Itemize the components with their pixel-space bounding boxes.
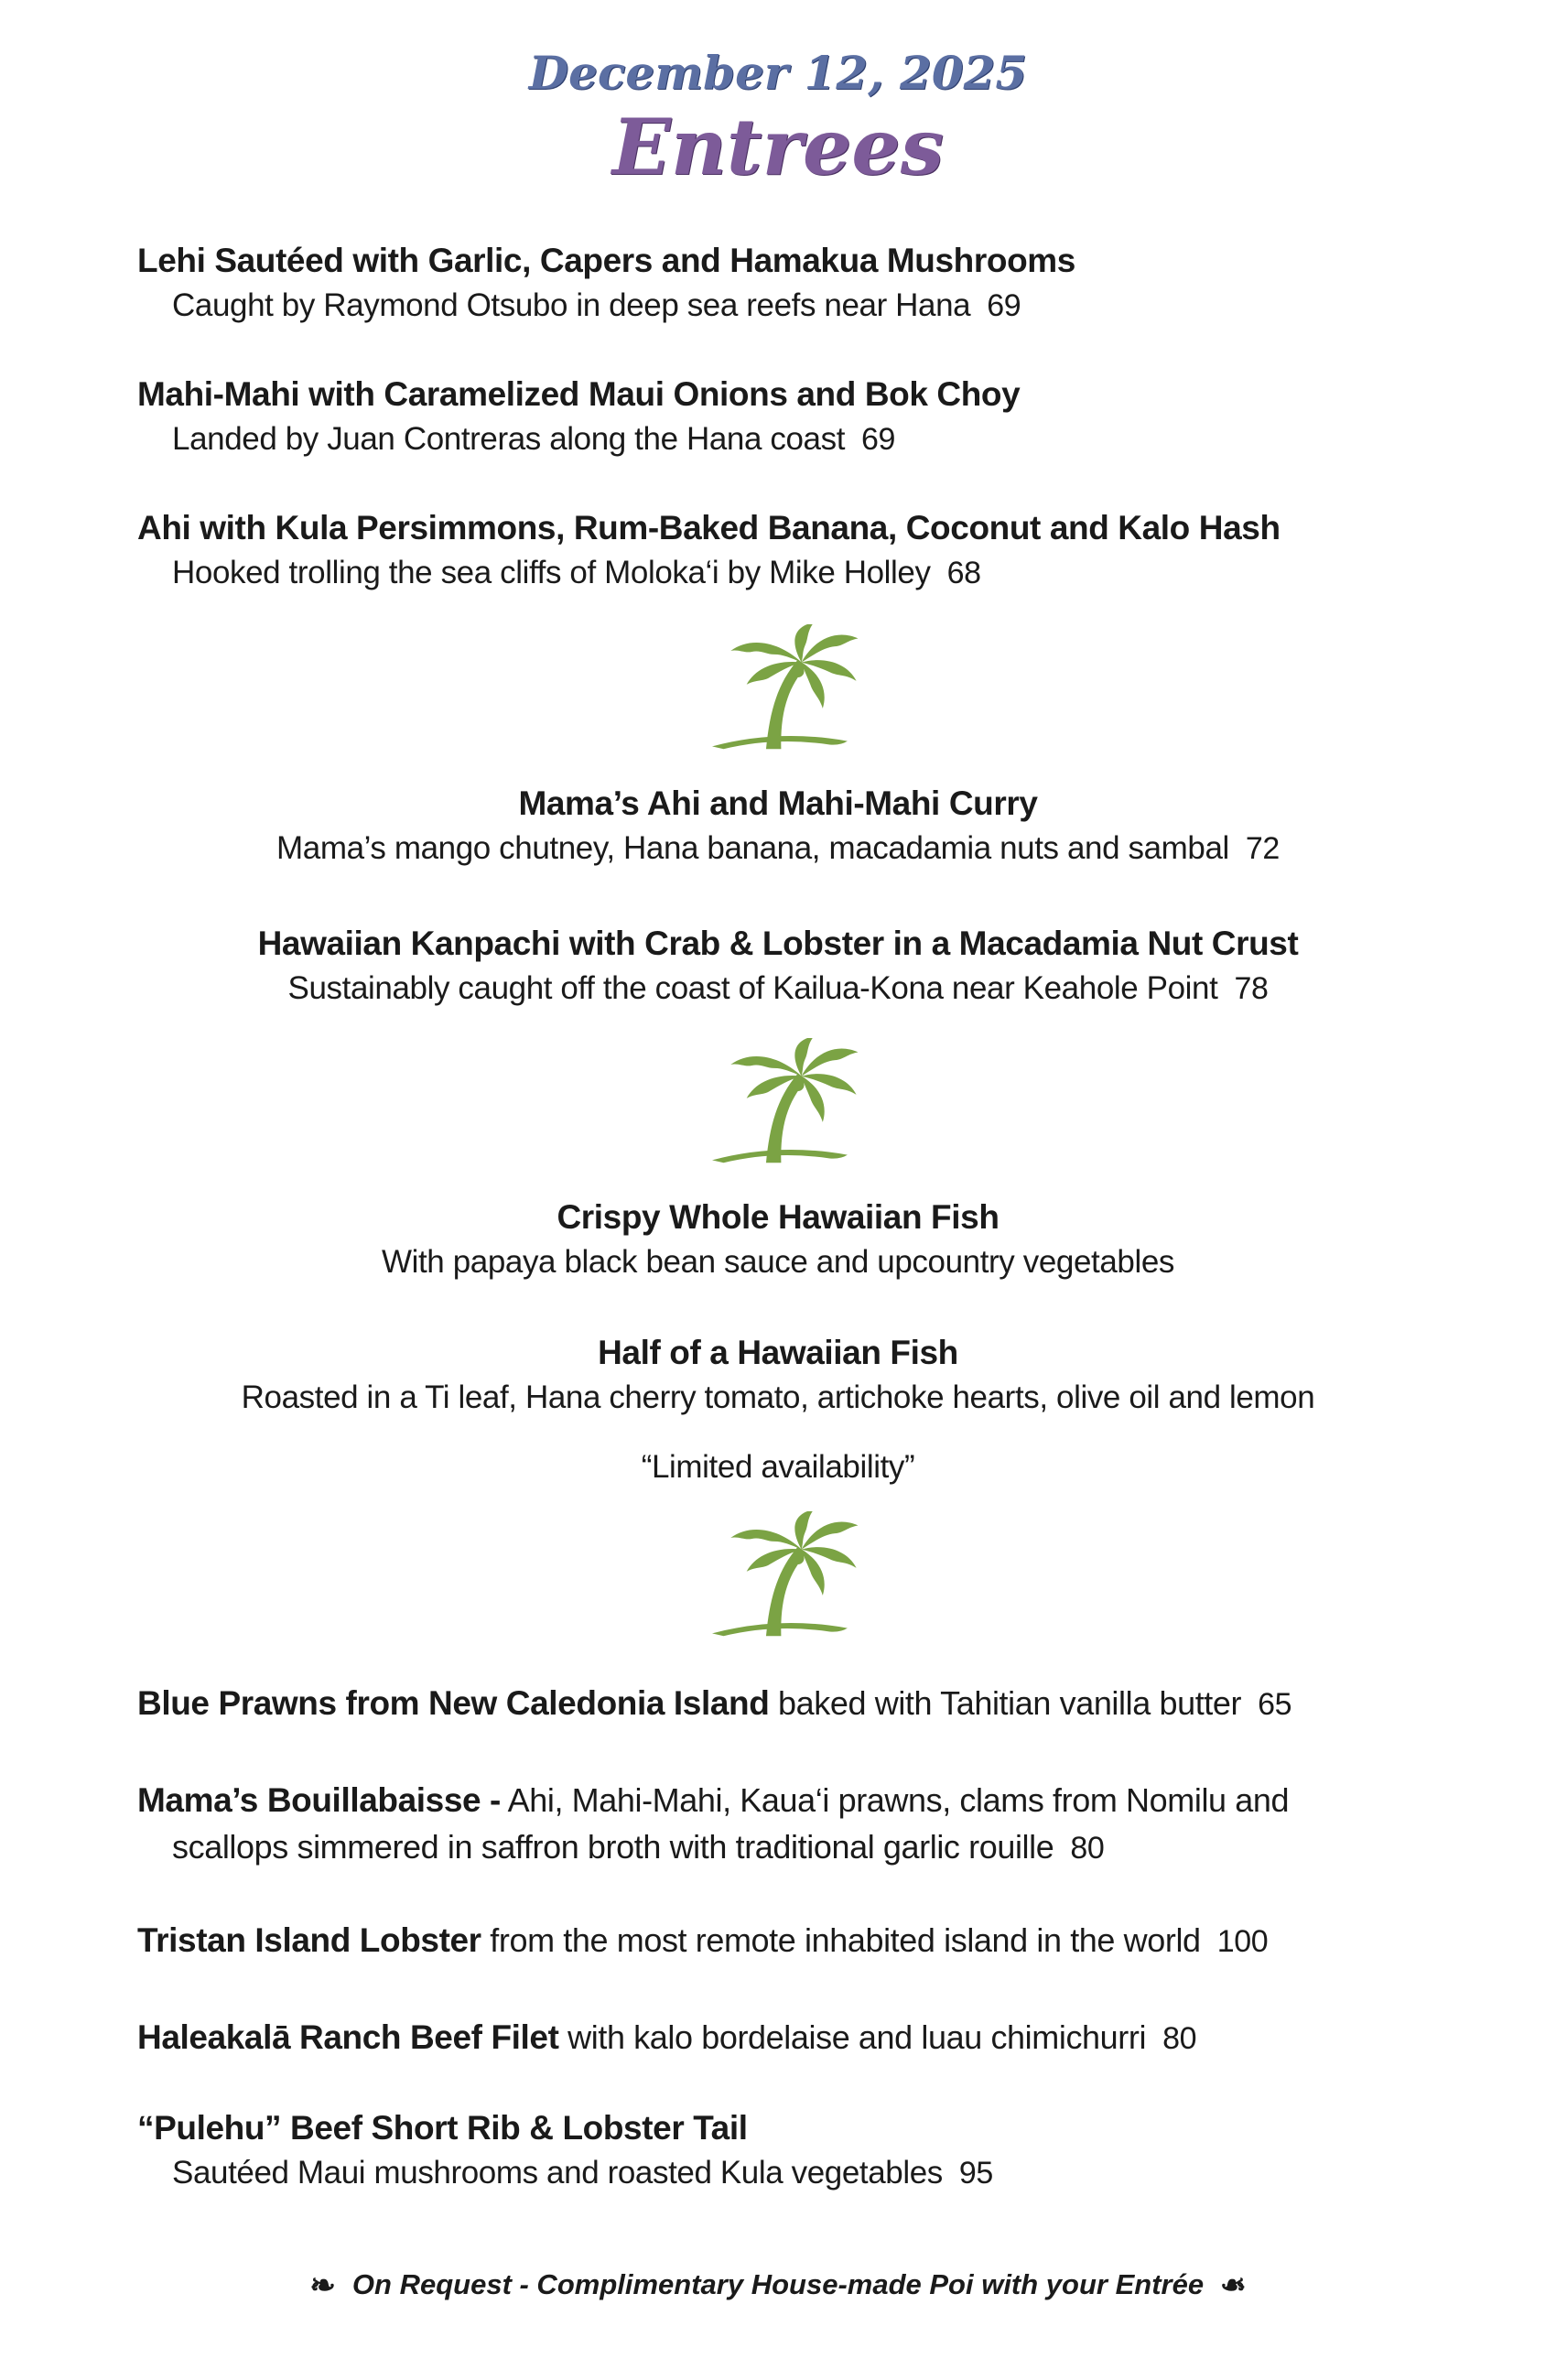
item-description-text: with kalo bordelaise and luau chimichurri bbox=[567, 2018, 1147, 2057]
item-description-text: Sustainably caught off the coast of Kailua-Kona near Keahole Point bbox=[287, 970, 1218, 1007]
menu-item-kanpachi bbox=[137, 923, 1419, 1012]
menu-item-bouillabaisse bbox=[137, 1778, 1419, 1872]
item-description bbox=[137, 1239, 1419, 1286]
item-title: Lehi Sautéed with Garlic, Capers and Hamakua Mushrooms bbox=[137, 242, 1075, 280]
menu-item-tristan-lobster bbox=[137, 1918, 1419, 1964]
item-title: Hawaiian Kanpachi with Crab & Lobster in a Macadamia Nut Crust bbox=[257, 925, 1299, 963]
palm-tree-icon bbox=[689, 1511, 868, 1644]
item-title: Mahi-Mahi with Caramelized Maui Onions and Bok Choy bbox=[137, 375, 1021, 414]
item-description-line2 bbox=[137, 1823, 1419, 1872]
item-price: 80 bbox=[1162, 2021, 1197, 2057]
item-description-text: Caught by Raymond Otsubo in deep sea reefs near Hana bbox=[172, 287, 971, 324]
footer-text: On Request - Complimentary House-made Poi with your Entrée bbox=[351, 2268, 1205, 2301]
item-title: Haleakalā Ranch Beef Filet bbox=[137, 2018, 559, 2057]
item-description-text: from the most remote inhabited island in the world bbox=[490, 1921, 1201, 1960]
item-title: Half of a Hawaiian Fish bbox=[598, 1334, 958, 1372]
floral-leaf-icon: ❧ bbox=[1220, 2268, 1247, 2304]
page-title: Entrees bbox=[611, 102, 945, 192]
item-description bbox=[137, 965, 1419, 1012]
menu-item-blue-prawns bbox=[137, 1681, 1419, 1727]
footer-note bbox=[137, 2266, 1419, 2303]
item-description bbox=[137, 416, 1419, 463]
palm-tree-divider bbox=[137, 624, 1419, 757]
menu-item-curry bbox=[137, 783, 1419, 872]
item-price: 80 bbox=[1070, 1831, 1105, 1866]
item-price: 69 bbox=[987, 288, 1021, 324]
item-price: 95 bbox=[958, 2156, 993, 2191]
item-description bbox=[137, 282, 1419, 330]
item-description-text: baked with Tahitian vanilla butter bbox=[778, 1684, 1242, 1723]
palm-tree-divider bbox=[137, 1038, 1419, 1171]
menu-item-mahimahi bbox=[137, 373, 1419, 463]
item-description-text: Hooked trolling the sea cliffs of Moloka‘i by Mike Holley bbox=[172, 555, 931, 591]
item-price: 68 bbox=[946, 556, 981, 591]
floral-leaf-icon: ❧ bbox=[309, 2268, 336, 2304]
menu-item-pulehu bbox=[137, 2107, 1419, 2197]
menu-item-haleakala-beef bbox=[137, 2015, 1419, 2061]
menu-date: December 12, 2025 bbox=[528, 46, 1028, 100]
item-description bbox=[137, 825, 1419, 872]
item-price: 69 bbox=[861, 422, 896, 458]
item-description-text: Sautéed Maui mushrooms and roasted Kula vegetables bbox=[172, 2155, 943, 2191]
item-price: 72 bbox=[1245, 831, 1280, 867]
menu-item-ahi bbox=[137, 507, 1419, 597]
item-description bbox=[137, 549, 1419, 597]
item-title: Crispy Whole Hawaiian Fish bbox=[556, 1198, 1000, 1237]
item-title: “Pulehu” Beef Short Rib & Lobster Tail bbox=[137, 2109, 748, 2147]
item-title: Mama’s Ahi and Mahi-Mahi Curry bbox=[518, 784, 1038, 823]
item-price: 78 bbox=[1234, 971, 1269, 1007]
item-description-text: Landed by Juan Contreras along the Hana coast bbox=[172, 421, 846, 458]
item-title: Ahi with Kula Persimmons, Rum-Baked Banana, Coconut and Kalo Hash bbox=[137, 509, 1280, 547]
item-description-text: With papaya black bean sauce and upcountry vegetables bbox=[381, 1244, 1175, 1281]
item-price: 100 bbox=[1216, 1924, 1269, 1960]
palm-tree-divider bbox=[137, 1511, 1419, 1644]
item-title: Blue Prawns from New Caledonia Island bbox=[137, 1684, 770, 1723]
item-description-text: Ahi, Mahi-Mahi, Kaua‘i prawns, clams from Nomilu and bbox=[507, 1781, 1290, 1820]
menu-item-half-fish bbox=[137, 1332, 1419, 1422]
palm-tree-icon bbox=[689, 624, 868, 757]
item-description-text: Roasted in a Ti leaf, Hana cherry tomato, artichoke hearts, olive oil and lemon bbox=[241, 1379, 1315, 1416]
item-price: 65 bbox=[1258, 1687, 1292, 1723]
item-title: Mama’s Bouillabaisse - bbox=[137, 1781, 501, 1820]
item-title: Tristan Island Lobster bbox=[137, 1921, 481, 1960]
item-description bbox=[137, 1374, 1419, 1422]
availability-note: “Limited availability” bbox=[641, 1449, 915, 1486]
menu-item-lehi bbox=[137, 240, 1419, 330]
item-description-text: scallops simmered in saffron broth with traditional garlic rouille bbox=[172, 1828, 1054, 1866]
palm-tree-icon bbox=[689, 1038, 868, 1171]
menu-item-crispy-whole-fish bbox=[137, 1196, 1419, 1286]
item-description bbox=[137, 2149, 1419, 2197]
item-description-text: Mama’s mango chutney, Hana banana, macadamia nuts and sambal bbox=[276, 830, 1229, 867]
